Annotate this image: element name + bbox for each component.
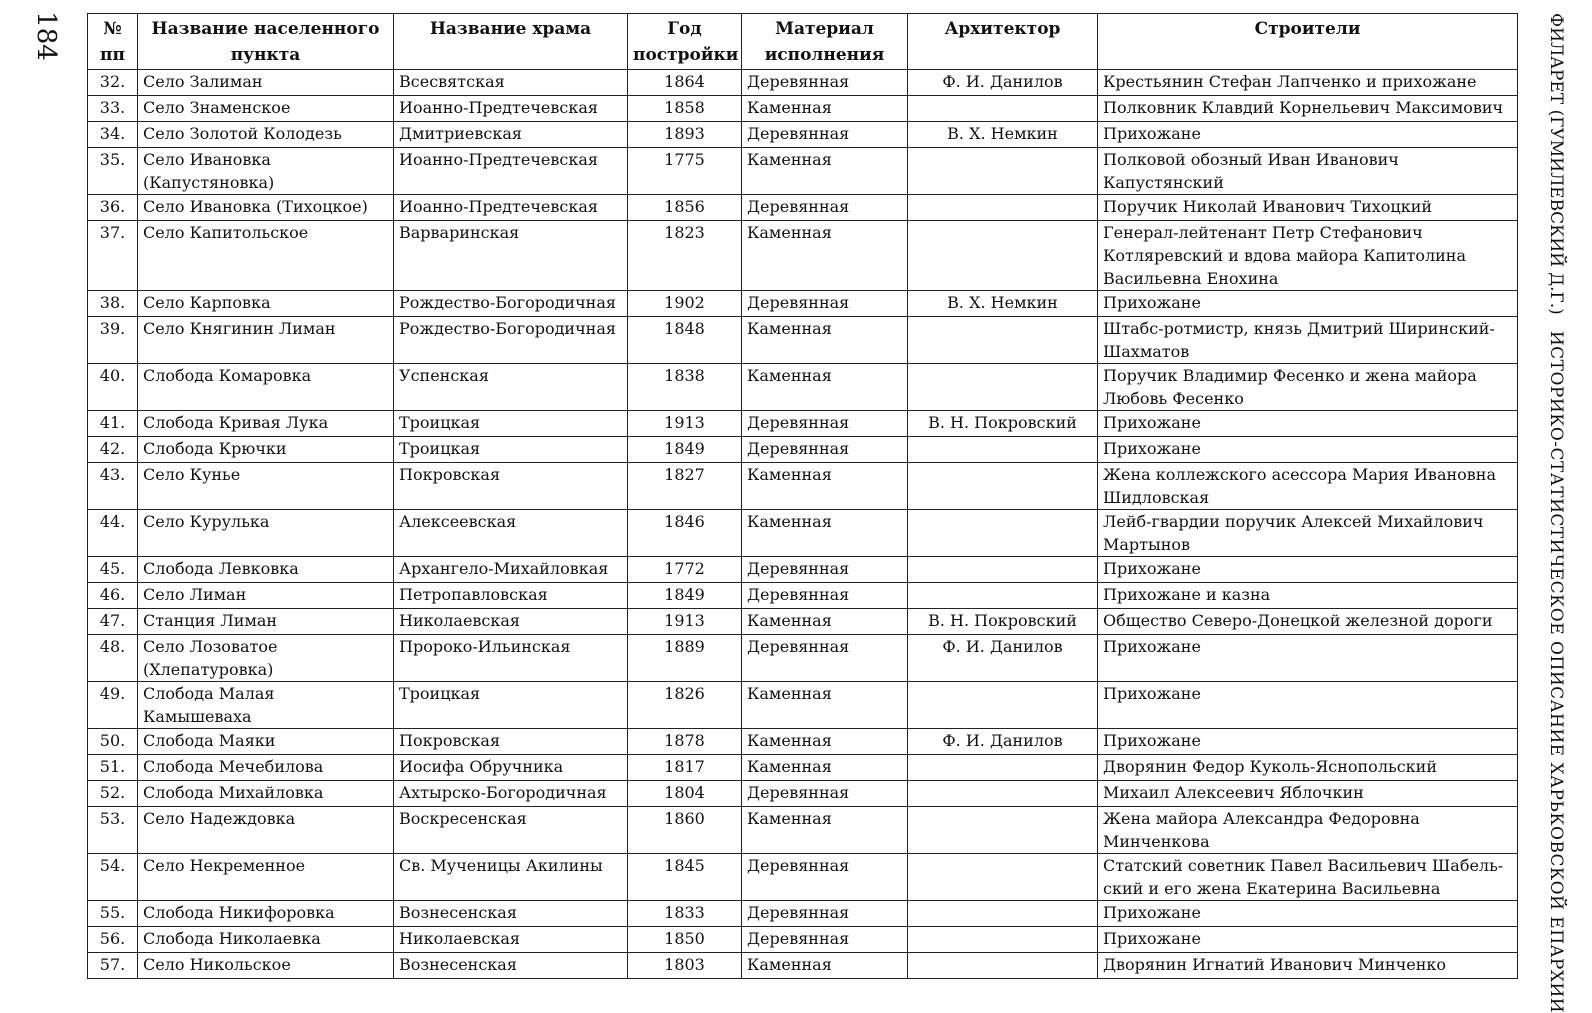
cell-builders: Статский советник Павел Васильевич Шабель-ский и его жена Екатерина Васильевна [1098,854,1518,901]
cell-architect: В. Н. Покровский [908,411,1098,437]
table-row [88,609,1518,635]
table-row [88,682,1518,729]
cell-place: Село Капитольское [138,221,394,291]
cell-num: 34. [88,122,138,148]
cell-builders: Прихожане [1098,901,1518,927]
cell-architect [908,195,1098,221]
cell-church: Троицкая [394,437,628,463]
cell-church: Вознесенская [394,953,628,979]
cell-architect [908,96,1098,122]
cell-material: Деревянная [742,854,908,901]
cell-builders: Полковник Клавдий Корнельевич Максимович [1098,96,1518,122]
cell-material: Каменная [742,317,908,364]
cell-num: 39. [88,317,138,364]
cell-material: Каменная [742,755,908,781]
cell-place: Село Некременное [138,854,394,901]
cell-place: Село Ивановка (Тихоцкое) [138,195,394,221]
cell-year: 1860 [628,807,742,854]
cell-material: Каменная [742,148,908,195]
header-year: Год постройки [628,14,742,70]
cell-place: Слобода Левковка [138,557,394,583]
table-row [88,195,1518,221]
cell-year: 1775 [628,148,742,195]
cell-num: 51. [88,755,138,781]
table-row [88,411,1518,437]
table-header-row [88,14,1518,70]
cell-num: 55. [88,901,138,927]
cell-year: 1772 [628,557,742,583]
cell-year: 1902 [628,291,742,317]
cell-architect: Ф. И. Данилов [908,70,1098,96]
cell-place: Слобода Крючки [138,437,394,463]
cell-church: Алексеевская [394,510,628,557]
table-row [88,807,1518,854]
table-row [88,364,1518,411]
table-row [88,927,1518,953]
cell-material: Деревянная [742,901,908,927]
cell-place: Село Знаменское [138,96,394,122]
cell-num: 32. [88,70,138,96]
cell-material: Каменная [742,510,908,557]
cell-num: 52. [88,781,138,807]
cell-material: Каменная [742,609,908,635]
table-row [88,70,1518,96]
table-row [88,148,1518,195]
cell-builders: Жена коллежского асессора Мария Ивановна Шидловская [1098,463,1518,510]
cell-builders: Лейб-гвардии поручик Алексей Михайлович Мартынов [1098,510,1518,557]
running-header-author: ФИЛАРЕТ (ГУМИЛЕВСКИЙ Д.Г.) [1546,13,1566,315]
cell-material: Каменная [742,96,908,122]
cell-place: Слобода Комаровка [138,364,394,411]
cell-architect [908,463,1098,510]
cell-builders: Прихожане [1098,557,1518,583]
cell-year: 1850 [628,927,742,953]
cell-builders: Общество Северо-Донецкой железной дороги [1098,609,1518,635]
cell-place: Село Надеждовка [138,807,394,854]
cell-num: 41. [88,411,138,437]
cell-builders: Дворянин Федор Куколь-Яснопольский [1098,755,1518,781]
cell-place: Слобода Михайловка [138,781,394,807]
cell-year: 1889 [628,635,742,682]
cell-architect [908,364,1098,411]
cell-place: Село Ивановка (Капустяновка) [138,148,394,195]
table-row [88,317,1518,364]
cell-place: Село Золотой Колодезь [138,122,394,148]
cell-place: Слобода Малая Камышеваха [138,682,394,729]
cell-place: Село Лиман [138,583,394,609]
cell-builders: Полковой обозный Иван Иванович Капустянский [1098,148,1518,195]
cell-year: 1804 [628,781,742,807]
cell-church: Николаевская [394,927,628,953]
cell-year: 1826 [628,682,742,729]
header-architect: Архитектор [908,14,1098,70]
cell-num: 33. [88,96,138,122]
cell-num: 47. [88,609,138,635]
cell-church: Всесвятская [394,70,628,96]
cell-year: 1856 [628,195,742,221]
cell-church: Варваринская [394,221,628,291]
cell-year: 1849 [628,437,742,463]
cell-num: 48. [88,635,138,682]
cell-architect [908,755,1098,781]
cell-num: 56. [88,927,138,953]
cell-year: 1838 [628,364,742,411]
cell-num: 50. [88,729,138,755]
cell-church: Успенская [394,364,628,411]
header-num: № пп [88,14,138,70]
table-row [88,755,1518,781]
cell-builders: Дворянин Игнатий Иванович Минченко [1098,953,1518,979]
cell-material: Деревянная [742,781,908,807]
table-row [88,781,1518,807]
cell-architect [908,583,1098,609]
cell-church: Пророко-Ильинская [394,635,628,682]
cell-place: Слобода Мечебилова [138,755,394,781]
header-church: Название храма [394,14,628,70]
cell-architect [908,807,1098,854]
cell-architect [908,317,1098,364]
cell-material: Деревянная [742,291,908,317]
cell-church: Вознесенская [394,901,628,927]
table-row [88,437,1518,463]
cell-num: 43. [88,463,138,510]
cell-num: 57. [88,953,138,979]
cell-architect: В. Н. Покровский [908,609,1098,635]
cell-year: 1833 [628,901,742,927]
cell-year: 1803 [628,953,742,979]
cell-church: Иоанно-Предтечевская [394,96,628,122]
table-row [88,122,1518,148]
cell-builders: Поручик Владимир Фесенко и жена майора Любовь Фесенко [1098,364,1518,411]
cell-year: 1878 [628,729,742,755]
cell-architect [908,437,1098,463]
table-row [88,463,1518,510]
cell-church: Покровская [394,463,628,510]
cell-material: Деревянная [742,122,908,148]
cell-architect [908,221,1098,291]
cell-num: 54. [88,854,138,901]
cell-church: Троицкая [394,411,628,437]
cell-material: Каменная [742,807,908,854]
cell-material: Деревянная [742,927,908,953]
cell-num: 53. [88,807,138,854]
cell-material: Каменная [742,953,908,979]
table-row [88,953,1518,979]
cell-church: Воскресенская [394,807,628,854]
cell-builders: Крестьянин Стефан Лапченко и прихожане [1098,70,1518,96]
cell-num: 45. [88,557,138,583]
cell-builders: Штабс-ротмистр, князь Дмитрий Ширинский-Шахматов [1098,317,1518,364]
cell-year: 1858 [628,96,742,122]
cell-year: 1893 [628,122,742,148]
cell-builders: Прихожане [1098,122,1518,148]
table-row [88,291,1518,317]
cell-architect [908,927,1098,953]
cell-architect: Ф. И. Данилов [908,729,1098,755]
cell-place: Село Залиман [138,70,394,96]
header-builders: Строители [1098,14,1518,70]
cell-architect: В. Х. Немкин [908,291,1098,317]
cell-year: 1846 [628,510,742,557]
table-row [88,635,1518,682]
cell-architect [908,510,1098,557]
cell-church: Иоанно-Предтечевская [394,195,628,221]
cell-church: Рождество-Богородичная [394,317,628,364]
cell-church: Ахтырско-Богородичная [394,781,628,807]
cell-material: Каменная [742,221,908,291]
cell-num: 44. [88,510,138,557]
cell-church: Рождество-Богородичная [394,291,628,317]
cell-builders: Прихожане [1098,635,1518,682]
cell-place: Село Карповка [138,291,394,317]
cell-place: Слобода Никифоровка [138,901,394,927]
cell-builders: Генерал-лейтенант Петр Стефанович Котляревский и вдова майора Капитолина Васильевна Енохина [1098,221,1518,291]
cell-place: Станция Лиман [138,609,394,635]
cell-material: Каменная [742,682,908,729]
cell-architect [908,148,1098,195]
cell-material: Каменная [742,463,908,510]
cell-year: 1913 [628,609,742,635]
cell-num: 49. [88,682,138,729]
cell-place: Село Кунье [138,463,394,510]
cell-year: 1817 [628,755,742,781]
cell-architect [908,781,1098,807]
table-row [88,96,1518,122]
cell-builders: Прихожане [1098,927,1518,953]
cell-church: Иоанно-Предтечевская [394,148,628,195]
cell-builders: Прихожане [1098,682,1518,729]
cell-place: Слобода Николаевка [138,927,394,953]
cell-material: Деревянная [742,195,908,221]
cell-place: Село Лозоватое (Хлепатуровка) [138,635,394,682]
cell-year: 1848 [628,317,742,364]
cell-num: 37. [88,221,138,291]
cell-builders: Прихожане и казна [1098,583,1518,609]
cell-num: 38. [88,291,138,317]
cell-church: Дмитриевская [394,122,628,148]
cell-place: Село Курулька [138,510,394,557]
cell-place: Слобода Маяки [138,729,394,755]
cell-year: 1845 [628,854,742,901]
table-row [88,854,1518,901]
churches-table [87,13,1518,979]
cell-builders: Прихожане [1098,291,1518,317]
table-row [88,557,1518,583]
cell-material: Каменная [742,729,908,755]
cell-church: Покровская [394,729,628,755]
cell-builders: Прихожане [1098,729,1518,755]
cell-material: Деревянная [742,70,908,96]
cell-num: 46. [88,583,138,609]
page-number: 184 [31,11,61,61]
running-header [1534,13,1578,1013]
cell-architect [908,901,1098,927]
running-header-title: ИСТОРИКО-СТАТИСТИЧЕСКОЕ ОПИСАНИЕ ХАРЬКОВСКОЙ ЕПАРХИИ [1546,330,1566,1013]
cell-church: Св. Мученицы Акилины [394,854,628,901]
cell-year: 1864 [628,70,742,96]
cell-builders: Прихожане [1098,411,1518,437]
cell-church: Петропавловская [394,583,628,609]
table-row [88,221,1518,291]
cell-material: Деревянная [742,411,908,437]
cell-church: Иосифа Обручника [394,755,628,781]
cell-place: Село Княгинин Лиман [138,317,394,364]
table-body [88,70,1518,979]
cell-year: 1849 [628,583,742,609]
cell-num: 36. [88,195,138,221]
cell-material: Деревянная [742,437,908,463]
cell-church: Архангело-Михайловкая [394,557,628,583]
cell-architect [908,953,1098,979]
cell-material: Деревянная [742,583,908,609]
cell-builders: Прихожане [1098,437,1518,463]
cell-church: Николаевская [394,609,628,635]
cell-builders: Жена майора Александра Федоровна Минченкова [1098,807,1518,854]
header-place: Название населенного пункта [138,14,394,70]
cell-builders: Поручик Николай Иванович Тихоцкий [1098,195,1518,221]
cell-architect [908,854,1098,901]
cell-architect [908,557,1098,583]
cell-architect: Ф. И. Данилов [908,635,1098,682]
cell-year: 1913 [628,411,742,437]
table-row [88,901,1518,927]
cell-num: 35. [88,148,138,195]
table-row [88,729,1518,755]
cell-architect: В. Х. Немкин [908,122,1098,148]
cell-material: Деревянная [742,635,908,682]
cell-church: Троицкая [394,682,628,729]
cell-num: 40. [88,364,138,411]
header-material: Материал исполнения [742,14,908,70]
cell-material: Каменная [742,364,908,411]
cell-place: Село Никольское [138,953,394,979]
table-row [88,583,1518,609]
cell-year: 1827 [628,463,742,510]
cell-material: Деревянная [742,557,908,583]
cell-year: 1823 [628,221,742,291]
cell-place: Слобода Кривая Лука [138,411,394,437]
cell-num: 42. [88,437,138,463]
cell-builders: Михаил Алексеевич Яблочкин [1098,781,1518,807]
table-row [88,510,1518,557]
cell-architect [908,682,1098,729]
